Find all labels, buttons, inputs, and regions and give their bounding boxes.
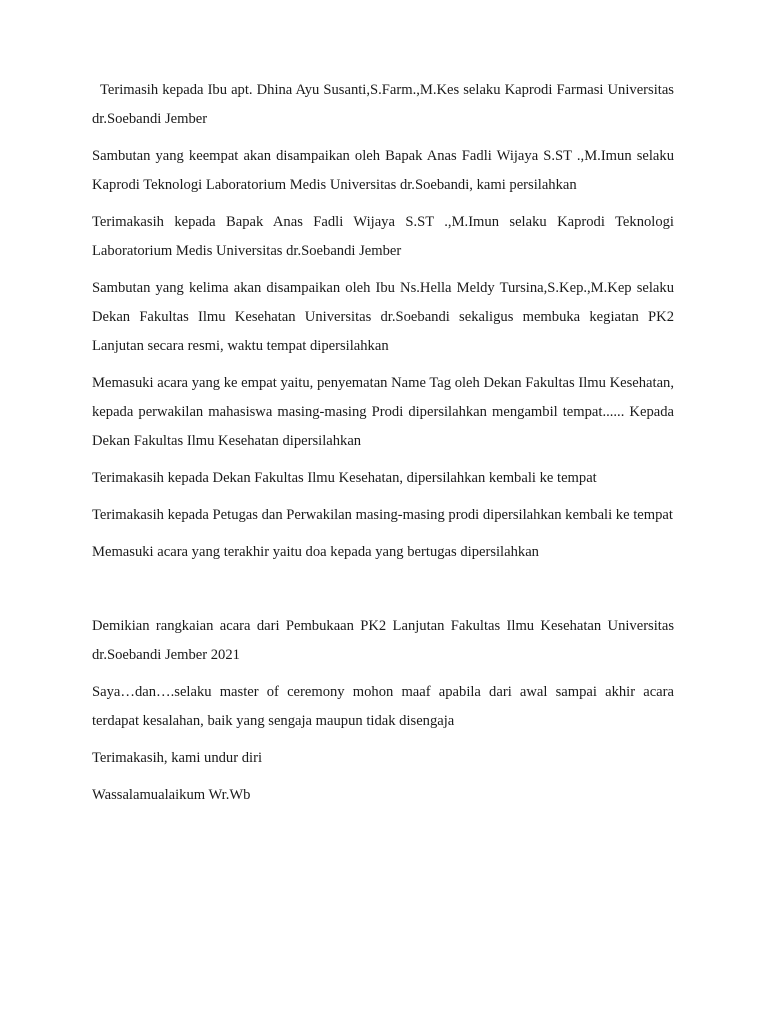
paragraph-acara-doa: Memasuki acara yang terakhir yaitu doa kepada yang bertugas dipersilahkan xyxy=(92,544,539,560)
document-page xyxy=(92,76,674,818)
paragraph-thanks-kaprodi-farmasi: Terimasih kepada Ibu apt. Dhina Ayu Susanti,S.Farm.,M.Kes selaku Kaprodi Farmasi Universitas dr.Soebandi Jember xyxy=(92,82,674,127)
paragraph-thanks-kaprodi-tlm: Terimakasih kepada Bapak Anas Fadli Wijaya S.ST .,M.Imun selaku Kaprodi Teknologi Laboratorium Medis Universitas dr.Soebandi Jember xyxy=(92,214,674,259)
paragraph-mohon-maaf: Saya…dan….selaku master of ceremony mohon maaf apabila dari awal sampai akhir acara terdapat kesalahan, baik yang sengaja maupun tidak disengaja xyxy=(92,684,674,729)
paragraph-sambutan-keempat: Sambutan yang keempat akan disampaikan oleh Bapak Anas Fadli Wijaya S.ST .,M.Imun selaku Kaprodi Teknologi Laboratorium Medis Universitas dr.Soebandi, kami persilahkan xyxy=(92,148,674,193)
paragraph-thanks-petugas: Terimakasih kepada Petugas dan Perwakilan masing-masing prodi dipersilahkan kembali ke tempat xyxy=(92,507,673,523)
paragraph-undur-diri: Terimakasih, kami undur diri xyxy=(92,750,263,766)
paragraph-acara-name-tag: Memasuki acara yang ke empat yaitu, penyematan Name Tag oleh Dekan Fakultas Ilmu Kesehatan, kepada perwakilan mahasiswa masing-masing Prodi dipersilahkan mengambil tempat...... Kepada Dekan Fakultas Ilmu Kesehatan dipersilahkan xyxy=(92,375,674,449)
paragraph-sambutan-kelima: Sambutan yang kelima akan disampaikan oleh Ibu Ns.Hella Meldy Tursina,S.Kep.,M.Kep selaku Dekan Fakultas Ilmu Kesehatan Universitas dr.Soebandi sekaligus membuka kegiatan PK2 Lanjutan secara resmi, waktu tempat dipersilahkan xyxy=(92,280,674,354)
paragraph-salam-penutup: Wassalamualaikum Wr.Wb xyxy=(92,787,251,803)
paragraph-demikian: Demikian rangkaian acara dari Pembukaan PK2 Lanjutan Fakultas Ilmu Kesehatan Universitas dr.Soebandi Jember 2021 xyxy=(92,618,674,663)
paragraph-thanks-dekan: Terimakasih kepada Dekan Fakultas Ilmu Kesehatan, dipersilahkan kembali ke tempat xyxy=(92,470,597,486)
paragraph-spacer xyxy=(92,575,674,612)
